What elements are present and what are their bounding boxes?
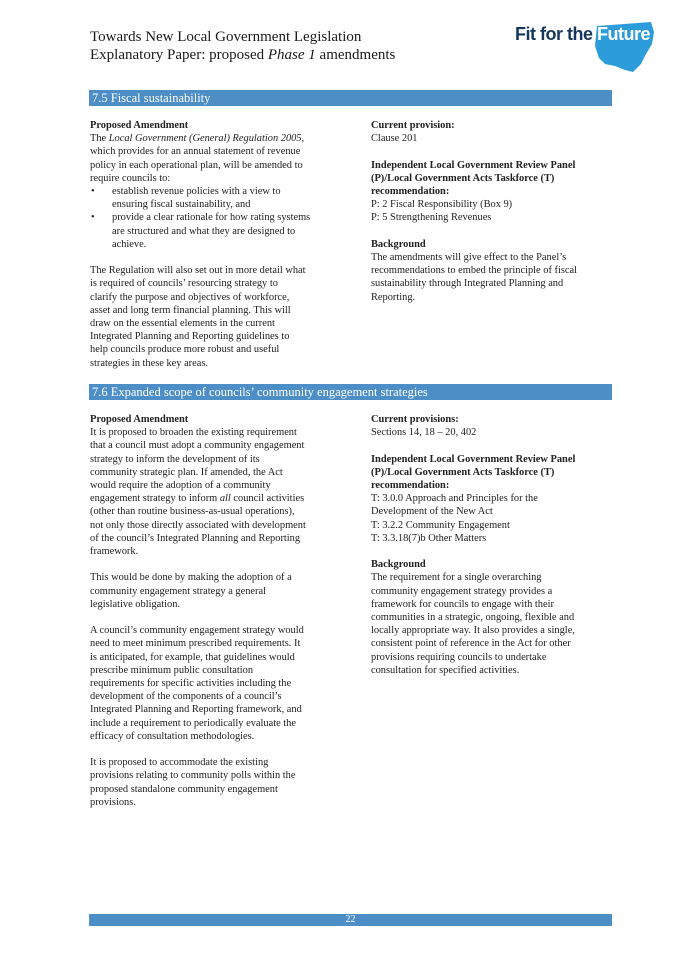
- bullet-list: [90, 185, 345, 251]
- review-panel-heading: (P)/Local Government Acts Taskforce (T): [371, 466, 555, 478]
- text-line: help councils produce more robust and useful: [90, 344, 280, 356]
- text-line: provisions relating to community polls within the: [90, 770, 296, 782]
- section-7-6-right-column: [371, 413, 616, 677]
- background-heading: Background: [371, 559, 426, 571]
- text-line: development of the components of a council’s: [90, 691, 282, 703]
- text-line: The Regulation will also set out in more detail what: [90, 265, 306, 277]
- recommendation-item: T: 3.0.0 Approach and Principles for the: [371, 493, 538, 505]
- text-line: clarify the purpose and objectives of workforce,: [90, 291, 290, 303]
- logo-wordmark: Fit for the Future: [515, 24, 650, 44]
- text-line: require councils to:: [90, 172, 171, 184]
- recommendation-item: T: 3.2.2 Community Engagement: [371, 519, 510, 531]
- section-heading-7-6: 7.6 Expanded scope of councils’ community engagement strategies: [89, 384, 612, 400]
- text-line: legislative obligation.: [90, 598, 181, 610]
- review-panel-heading: recommendation:: [371, 186, 450, 197]
- section-heading-7-5: 7.5 Fiscal sustainability: [89, 90, 612, 106]
- recommendation-item: P: 5 Strengthening Revenues: [371, 212, 492, 224]
- text-line: consultation for specified activities.: [371, 664, 520, 676]
- text-line: requirements for specific activities including the: [90, 678, 292, 690]
- text-line: include a requirement to periodically evaluate the: [90, 717, 296, 729]
- text-line: sustainability through Integrated Planning and: [371, 278, 564, 290]
- review-panel-heading: Independent Local Government Review Panel: [371, 453, 576, 465]
- text-line: which provides for an annual statement of revenue: [90, 146, 301, 158]
- page-number-bar: 22: [89, 914, 612, 926]
- text-line: would require the adoption of a community: [90, 480, 271, 492]
- text-line: It is proposed to broaden the existing requirement: [90, 427, 297, 439]
- document-header-title: [90, 28, 395, 64]
- text-line: This would be done by making the adoption of a: [90, 572, 292, 584]
- text-line: draw on the essential elements in the current: [90, 318, 275, 330]
- text-line: community engagement strategy provides a: [371, 585, 553, 597]
- current-provisions-heading: Current provisions:: [371, 414, 459, 425]
- text-line: asset and long term financial planning. This will: [90, 304, 291, 316]
- header-title-line-2: Explanatory Paper: proposed Phase 1 amendments: [90, 47, 396, 63]
- text-line: need to meet minimum prescribed requirements. It: [90, 638, 301, 650]
- review-panel-heading: Independent Local Government Review Panel: [371, 159, 576, 171]
- text-line: The amendments will give effect to the Panel’s: [371, 252, 567, 263]
- review-panel-heading: (P)/Local Government Acts Taskforce (T): [371, 172, 555, 184]
- current-provision-value: Clause 201: [371, 133, 418, 145]
- text-line: prescribe minimum public consultation: [90, 664, 254, 676]
- text-line: framework.: [90, 546, 139, 558]
- fit-for-the-future-logo: [515, 20, 657, 74]
- text-line: It is proposed to accommodate the existing: [90, 757, 269, 769]
- text-line: proposed standalone community engagement: [90, 783, 278, 795]
- text-line: that a council must adopt a community engagement: [90, 440, 305, 452]
- text-line: consistent point of reference in the Act for other: [371, 638, 571, 650]
- text-line: strategy to inform the development of its: [90, 453, 260, 465]
- text-line: A council’s community engagement strategy would: [90, 625, 304, 637]
- text-line: Reporting.: [371, 291, 416, 303]
- recommendation-item: T: 3.3.18(7)b Other Matters: [371, 532, 487, 544]
- text-line: recommendations to embed the principle of fiscal: [371, 265, 578, 277]
- header-title-line-1: Towards New Local Government Legislation: [90, 29, 362, 45]
- text-line: is required of councils’ resourcing strategy to: [90, 278, 278, 290]
- section-7-5-left-column: [90, 119, 345, 370]
- current-provisions-value: Sections 14, 18 – 20, 402: [371, 427, 477, 439]
- text-line: provisions requiring councils to undertake: [371, 651, 547, 663]
- background-heading: Background: [371, 238, 426, 250]
- text-line: is anticipated, for example, that guidelines would: [90, 651, 295, 663]
- text-line: locally appropriate way. It also provides a single,: [371, 625, 575, 637]
- text-line: community strategic plan. If amended, the Act: [90, 466, 283, 478]
- proposed-amendment-heading: Proposed Amendment: [90, 120, 189, 131]
- text-line: strategies in these key areas.: [90, 357, 209, 369]
- text-line: Integrated Planning and Reporting framework, and: [90, 704, 302, 716]
- intro-line: The Local Government (General) Regulation 2005,: [90, 133, 305, 145]
- text-line: framework for councils to engage with their: [371, 598, 554, 610]
- text-line: (other than routine business-as-usual operations),: [90, 506, 295, 518]
- text-line: policy in each operational plan, will be amended to: [90, 159, 303, 171]
- text-line: efficacy of consultation methodologies.: [90, 730, 255, 742]
- text-line: engagement strategy to inform all council activities: [90, 493, 305, 505]
- text-line: of the council’s Integrated Planning and Reporting: [90, 532, 301, 544]
- text-line: community engagement strategy a general: [90, 585, 266, 597]
- text-line: Integrated Planning and Reporting guidelines to: [90, 331, 290, 343]
- recommendation-item: P: 2 Fiscal Responsibility (Box 9): [371, 199, 513, 211]
- current-provision-heading: Current provision:: [371, 120, 455, 131]
- section-7-5-right-column: [371, 119, 616, 304]
- bullet-item: • establish revenue policies with a view to ensuring fiscal sustainability, and: [90, 185, 345, 211]
- section-7-6-left-column: [90, 413, 345, 809]
- text-line: communities in a strategic, ongoing, flexible and: [371, 612, 575, 624]
- text-line: provisions.: [90, 796, 136, 808]
- text-line: not only those directly associated with development: [90, 519, 306, 531]
- bullet-item: • provide a clear rationale for how rating systems are structured and what they are designed to achieve.: [90, 211, 345, 251]
- text-line: The requirement for a single overarching: [371, 572, 542, 584]
- review-panel-heading: recommendation:: [371, 480, 450, 491]
- recommendation-item: Development of the New Act: [371, 506, 493, 518]
- proposed-amendment-heading: Proposed Amendment: [90, 414, 189, 425]
